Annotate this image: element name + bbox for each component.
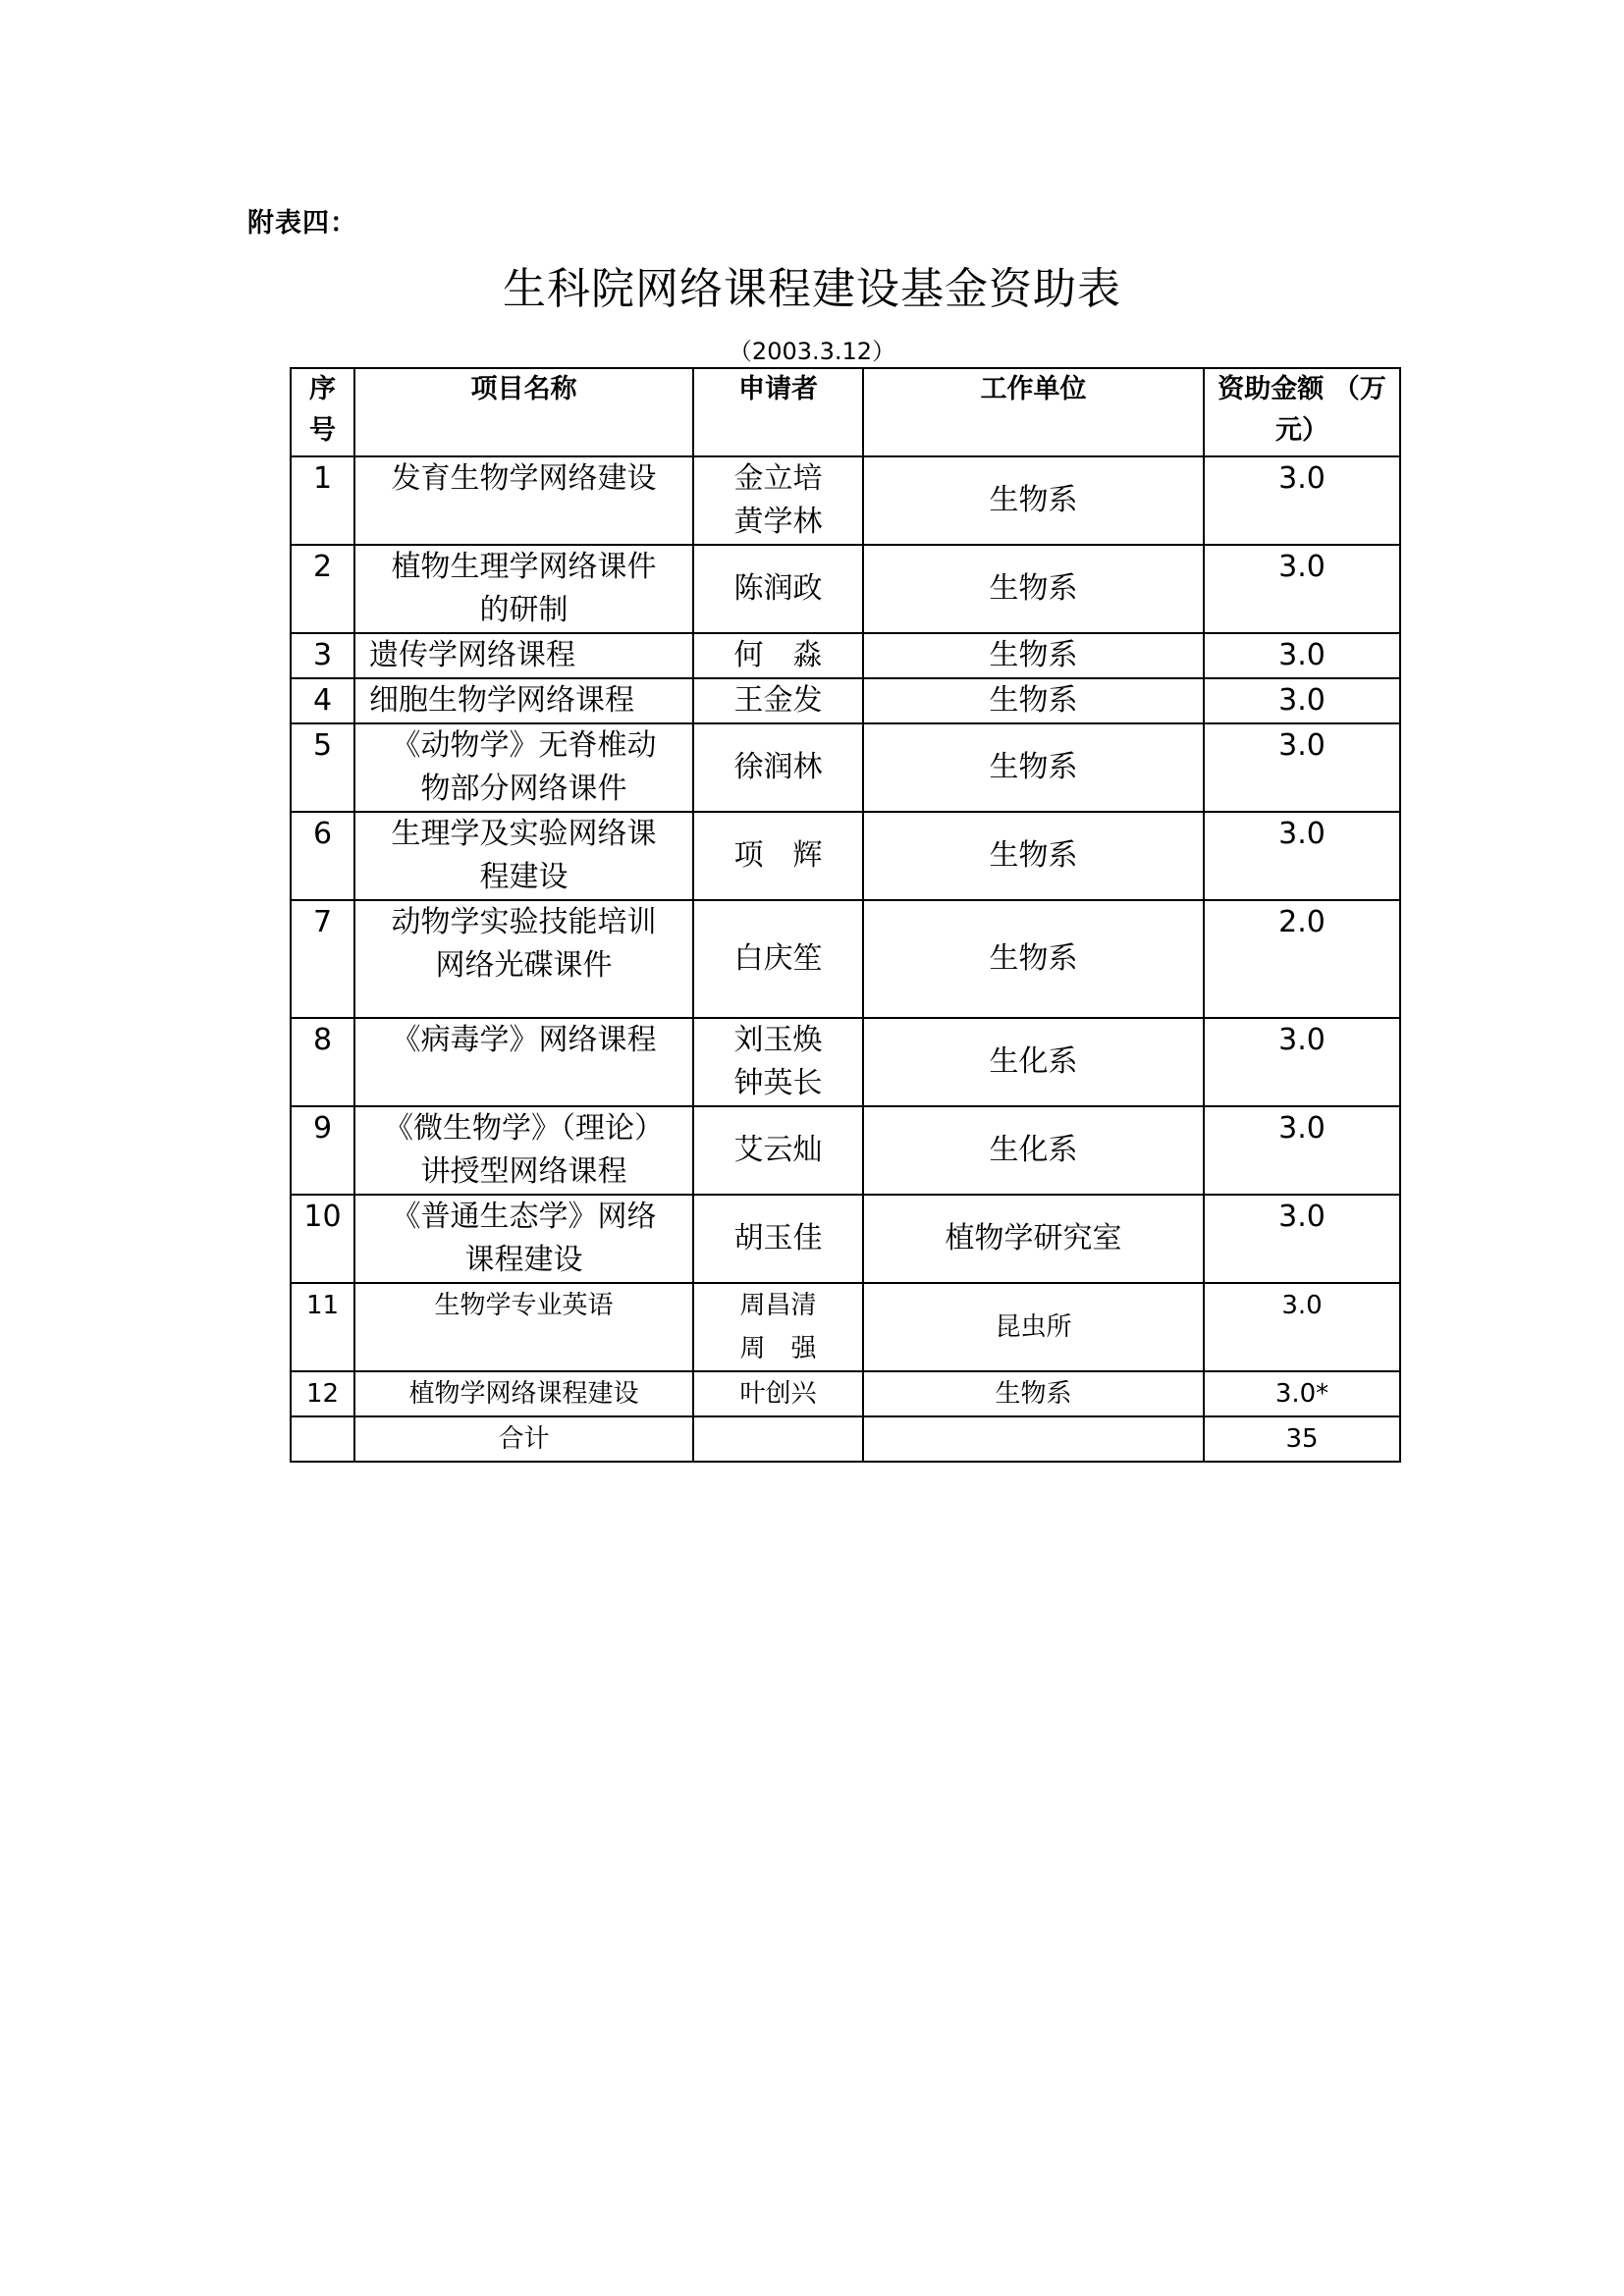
cell-no: 1: [291, 456, 354, 545]
project-name-line: 《普通生态学》网络: [391, 1200, 657, 1234]
cell-work-unit: 生物系: [863, 633, 1204, 678]
attachment-label: 附表四：: [247, 208, 357, 239]
document-date: （2003.3.12）: [728, 338, 896, 365]
table-row: [291, 1106, 1400, 1195]
project-name-line: 遗传学网络课程: [369, 638, 575, 672]
cell-project-name: [354, 1283, 693, 1371]
cell-amount: 3.0: [1204, 633, 1400, 678]
document-title: 生科院网络课程建设基金资助表: [503, 264, 1121, 314]
project-name-line: 课程建设: [464, 1243, 583, 1277]
project-name-line: 植物生理学网络课件: [391, 550, 657, 584]
cell-work-unit: 植物学研究室: [863, 1195, 1204, 1283]
project-name-line: 《病毒学》网络课程: [391, 1023, 657, 1057]
cell-project-name: [354, 1195, 693, 1283]
applicant-name: 周昌清: [739, 1291, 817, 1320]
table-row: [291, 633, 1400, 678]
table-header-row: [291, 368, 1400, 456]
project-name-line: 《动物学》无脊椎动: [391, 728, 657, 763]
cell-applicant: [693, 1416, 863, 1462]
cell-applicant: [693, 1195, 863, 1283]
cell-project-name: [354, 1106, 693, 1195]
applicant-name: 叶创兴: [739, 1379, 817, 1409]
cell-amount: 3.0: [1204, 723, 1400, 812]
cell-amount: 3.0: [1204, 456, 1400, 545]
cell-project-name: [354, 633, 693, 678]
cell-project-name: [354, 812, 693, 900]
cell-amount: 3.0: [1204, 1195, 1400, 1283]
table-row: [291, 545, 1400, 633]
table-row: [291, 723, 1400, 812]
cell-no: 5: [291, 723, 354, 812]
header-amount: [1204, 368, 1400, 456]
applicant-name: 周 强: [739, 1334, 817, 1363]
cell-applicant: [693, 678, 863, 723]
applicant-name: 艾云灿: [733, 1133, 823, 1167]
table-row: [291, 1283, 1400, 1371]
cell-applicant: [693, 456, 863, 545]
table-row: [291, 812, 1400, 900]
cell-amount: 3.0: [1204, 1283, 1400, 1371]
cell-no: 11: [291, 1283, 354, 1371]
cell-project-name: [354, 900, 693, 1018]
cell-work-unit: 生物系: [863, 678, 1204, 723]
cell-work-unit: 生物系: [863, 1371, 1204, 1416]
header-applicant: 申请者: [693, 368, 863, 456]
total-label: 合计: [354, 1416, 693, 1462]
cell-no: 6: [291, 812, 354, 900]
cell-work-unit: 生物系: [863, 545, 1204, 633]
cell-work-unit: 生物系: [863, 456, 1204, 545]
cell-project-name: [354, 1018, 693, 1106]
cell-work-unit: 生化系: [863, 1018, 1204, 1106]
header-no: [291, 368, 354, 456]
table-row: [291, 900, 1400, 1018]
cell-work-unit: 生化系: [863, 1106, 1204, 1195]
applicant-name: 徐润林: [733, 750, 823, 784]
cell-applicant: [693, 1106, 863, 1195]
cell-project-name: [354, 545, 693, 633]
project-name-line: 讲授型网络课程: [420, 1154, 627, 1189]
applicant-name: 陈润政: [733, 571, 823, 606]
project-name-line: 网络光碟课件: [435, 948, 613, 983]
cell-project-name: [354, 678, 693, 723]
cell-amount: 3.0: [1204, 678, 1400, 723]
project-name-line: 物部分网络课件: [420, 772, 627, 806]
cell-project-name: [354, 723, 693, 812]
header-amount-line: （万元）: [1275, 374, 1386, 446]
project-name-line: 细胞生物学网络课程: [369, 683, 634, 718]
cell-no: 12: [291, 1371, 354, 1416]
project-name-line: 程建设: [479, 860, 568, 894]
cell-no: 8: [291, 1018, 354, 1106]
project-name-line: 的研制: [479, 593, 568, 627]
project-name-line: 生物学专业英语: [434, 1291, 614, 1320]
cell-work-unit: 生物系: [863, 812, 1204, 900]
applicant-name: 黄学林: [733, 505, 823, 539]
applicant-name: 胡玉佳: [733, 1221, 823, 1255]
cell-applicant: [693, 1371, 863, 1416]
table-row: [291, 456, 1400, 545]
cell-applicant: [693, 1283, 863, 1371]
cell-amount: 3.0*: [1204, 1371, 1400, 1416]
cell-applicant: [693, 900, 863, 1018]
header-amount-line: 资助金额: [1218, 374, 1325, 404]
applicant-name: 刘玉焕: [733, 1023, 823, 1057]
table-row: [291, 1195, 1400, 1283]
total-amount: 35: [1204, 1416, 1400, 1462]
cell-applicant: [693, 545, 863, 633]
cell-applicant: [693, 812, 863, 900]
cell-applicant: [693, 633, 863, 678]
cell-work-unit: [863, 1416, 1204, 1462]
cell-amount: 3.0: [1204, 1018, 1400, 1106]
cell-amount: 2.0: [1204, 900, 1400, 1018]
table-row: [291, 678, 1400, 723]
applicant-name: 白庆笙: [733, 941, 823, 976]
cell-project-name: [354, 1371, 693, 1416]
project-name-line: 发育生物学网络建设: [391, 461, 657, 496]
header-work-unit: 工作单位: [863, 368, 1204, 456]
table-row: [291, 1371, 1400, 1416]
cell-work-unit: 生物系: [863, 900, 1204, 1018]
cell-work-unit: 生物系: [863, 723, 1204, 812]
header-no-line: 号: [309, 415, 336, 446]
cell-project-name: [354, 456, 693, 545]
cell-no: 9: [291, 1106, 354, 1195]
cell-no: 2: [291, 545, 354, 633]
cell-amount: 3.0: [1204, 545, 1400, 633]
table-body: [291, 456, 1400, 1462]
applicant-name: 王金发: [733, 683, 823, 718]
cell-no: 7: [291, 900, 354, 1018]
project-name-line: 《微生物学》（理论）: [384, 1111, 664, 1146]
cell-no: 4: [291, 678, 354, 723]
applicant-name: 何 淼: [733, 638, 823, 672]
cell-applicant: [693, 723, 863, 812]
applicant-name: 金立培: [733, 461, 823, 496]
funding-table: [290, 367, 1401, 1463]
cell-amount: 3.0: [1204, 1106, 1400, 1195]
cell-amount: 3.0: [1204, 812, 1400, 900]
header-no-line: 序: [309, 374, 336, 404]
project-name-line: 生理学及实验网络课: [391, 817, 657, 851]
cell-work-unit: 昆虫所: [863, 1283, 1204, 1371]
project-name-line: 植物学网络课程建设: [408, 1379, 639, 1409]
cell-no: 10: [291, 1195, 354, 1283]
applicant-name: 钟英长: [733, 1066, 823, 1100]
cell-applicant: [693, 1018, 863, 1106]
applicant-name: 项 辉: [733, 838, 823, 873]
cell-no: [291, 1416, 354, 1462]
table-row: [291, 1018, 1400, 1106]
project-name-line: 动物学实验技能培训: [391, 905, 657, 939]
total-row: [291, 1416, 1400, 1462]
cell-no: 3: [291, 633, 354, 678]
header-project-name: 项目名称: [354, 368, 693, 456]
